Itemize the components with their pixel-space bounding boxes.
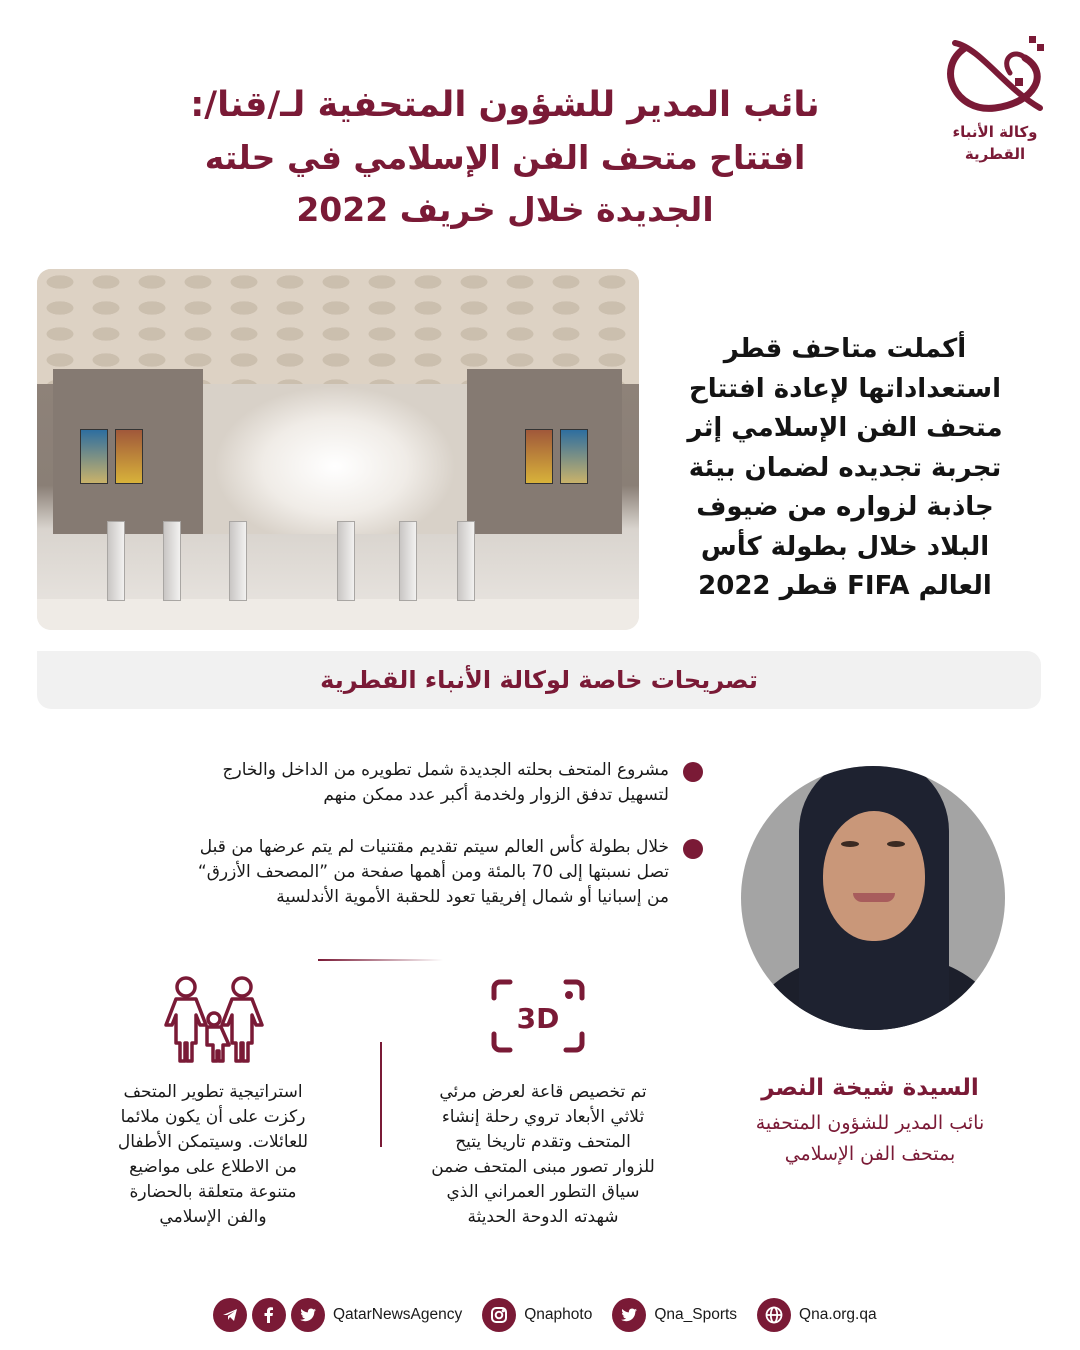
caption-line: من الاطلاع على مواضيع <box>129 1157 297 1177</box>
turnstile <box>107 521 125 601</box>
logo-text-line2: القطرية <box>964 145 1026 163</box>
floor <box>37 599 639 630</box>
display-screen <box>525 429 553 484</box>
headline-line1: نائب المدير للشؤون المتحفية لـ/قنا/: <box>190 85 820 125</box>
avatar <box>741 766 1005 1030</box>
caption-line: استراتيجية تطوير المتحف <box>123 1082 303 1102</box>
person-role: بمتحف الفن الإسلامي <box>784 1143 956 1165</box>
bullet-dot-icon <box>683 839 703 859</box>
lead-paragraph <box>660 330 1030 607</box>
instagram-icon[interactable] <box>482 1298 516 1332</box>
social-handle[interactable]: Qnaphoto <box>524 1306 593 1323</box>
social-handle[interactable]: Qna_Sports <box>654 1306 738 1323</box>
social-handle[interactable]: QatarNewsAgency <box>333 1306 463 1323</box>
caption-line: تم تخصيص قاعة لعرض مرئي <box>439 1082 647 1102</box>
display-screen <box>560 429 588 484</box>
globe-icon[interactable] <box>757 1298 791 1332</box>
turnstile <box>163 521 181 601</box>
section-title: تصريحات خاصة لوكالة الأنباء القطرية <box>320 666 758 694</box>
lead-line: استعداداتها لإعادة افتتاح <box>689 373 1001 404</box>
caption-line: للزوار تصور مبنى المتحف ضمن <box>431 1157 655 1177</box>
vertical-divider <box>380 1042 382 1147</box>
qna-emblem-icon <box>925 28 1065 123</box>
twitter-icon[interactable] <box>612 1298 646 1332</box>
turnstile <box>399 521 417 601</box>
bullet-dot-icon <box>683 762 703 782</box>
caption-line: شهدته الدوحة الحديثة <box>467 1207 619 1227</box>
lead-line: تجربة تجديده لضمان بيئة <box>688 452 1002 483</box>
ceiling-pattern <box>37 269 639 384</box>
bullet-line: خلال بطولة كأس العالم سيتم تقديم مقتنيات لم يتم عرضها من قبل <box>199 837 669 857</box>
turnstile <box>457 521 475 601</box>
caption-line: متنوعة متعلقة بالحضارة <box>129 1182 297 1202</box>
caption-line: للعائلات. وسيتمكن الأطفال <box>117 1132 309 1152</box>
person-role: نائب المدير للشؤون المتحفية <box>755 1112 985 1134</box>
logo-text-line1: وكالة الأنباء <box>952 123 1038 141</box>
portrait-mouth <box>853 893 895 902</box>
portrait-eye <box>887 841 905 847</box>
person-info <box>700 1068 1040 1170</box>
headline <box>110 78 900 236</box>
3d-scan-icon <box>490 978 586 1054</box>
feature-caption-family <box>78 1080 348 1230</box>
lead-line: البلاد خلال بطولة كأس <box>700 531 990 562</box>
facebook-icon[interactable] <box>252 1298 286 1332</box>
museum-lobby-photo <box>37 269 639 630</box>
caption-line: والفن الإسلامي <box>159 1207 267 1227</box>
social-handle[interactable]: Qna.org.qa <box>799 1306 877 1323</box>
statement-list <box>60 758 705 937</box>
qna-logo <box>925 28 1065 168</box>
telegram-icon[interactable] <box>213 1298 247 1332</box>
lead-line: العالم FIFA قطر 2022 <box>698 571 992 601</box>
caption-line: ركزت على أن يكون ملائما <box>120 1107 306 1127</box>
bullet-line: مشروع المتحف بحلته الجديدة شمل تطويره من الداخل والخارج <box>222 760 669 780</box>
turnstile <box>337 521 355 601</box>
person-name: السيدة شيخة النصر <box>761 1075 979 1101</box>
lead-line: جاذبة لزواره من ضيوف <box>696 492 994 522</box>
turnstile <box>229 521 247 601</box>
section-header-band <box>37 651 1041 709</box>
display-screen <box>80 429 108 484</box>
bullet-line: من إسبانيا أو شمال إفريقيا تعود للحقبة الأموية الأندلسية <box>276 887 669 907</box>
twitter-icon[interactable] <box>291 1298 325 1332</box>
svg-text:3D: 3D <box>516 1002 560 1035</box>
lead-line: أكملت متاحف قطر <box>723 334 967 364</box>
atrium-view <box>203 384 467 534</box>
social-footer <box>213 1296 897 1334</box>
caption-line: المتحف وتقدم تاريخا يتيح <box>455 1132 631 1152</box>
headline-line2: افتتاح متحف الفن الإسلامي في حلته <box>204 138 806 177</box>
horizontal-divider <box>318 959 443 961</box>
caption-line: سياق التطور العمراني الذي <box>446 1182 640 1202</box>
bullet-line: لتسهيل تدفق الزوار ولخدمة أكبر عدد ممكن منهم <box>323 785 669 805</box>
portrait-eye <box>841 841 859 847</box>
lead-line: متحف الفن الإسلامي إثر <box>687 413 1003 443</box>
family-icon <box>158 975 270 1065</box>
caption-line: ثلاثي الأبعاد تروي رحلة إنشاء <box>441 1107 645 1127</box>
list-item <box>60 758 705 808</box>
bullet-line: تصل نسبتها إلى 70 بالمئة ومن أهمها صفحة من ”المصحف الأزرق“ <box>197 862 669 882</box>
list-item <box>60 835 705 910</box>
display-screen <box>115 429 143 484</box>
portrait-face <box>823 811 925 941</box>
feature-caption-3d <box>398 1080 688 1230</box>
headline-line3: الجديدة خلال خريف 2022 <box>296 190 714 229</box>
